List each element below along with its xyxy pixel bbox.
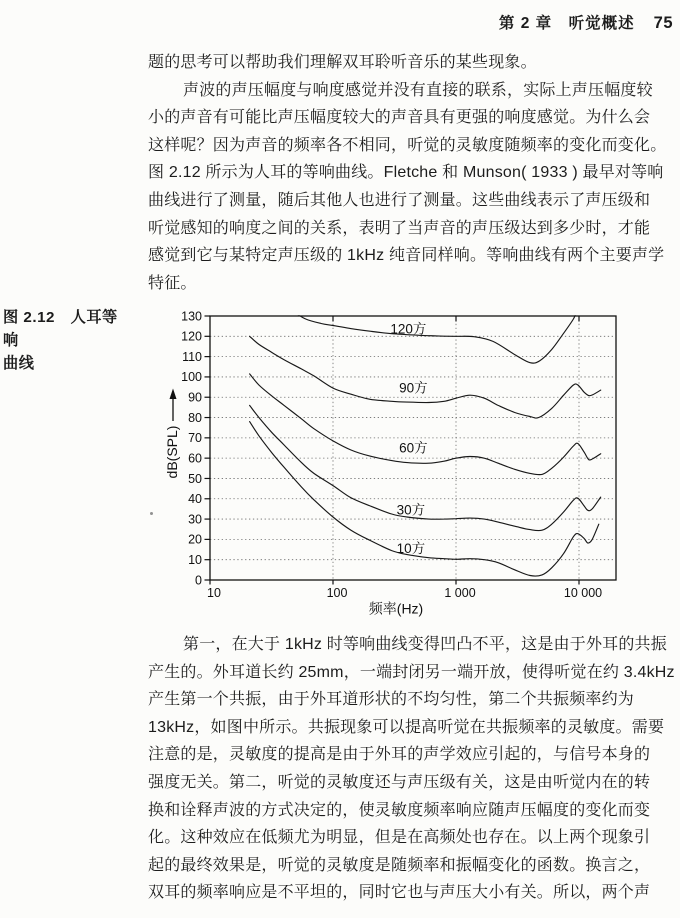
y-tick-label: 60 [188, 451, 202, 466]
figure-caption [3, 306, 133, 375]
text-line: 曲线进行了测量，随后其他人也进行了测量。这些曲线表示了声压级和 [148, 191, 651, 209]
figure-caption-line2: 曲线 [3, 355, 35, 372]
text-line: 声波的声压幅度与响度感觉并没有直接的联系，实际上声压幅度较 [183, 81, 653, 99]
x-tick-label: 1 000 [444, 586, 476, 600]
y-tick-label: 80 [188, 410, 202, 425]
text-line: 题的思考可以帮助我们理解双耳聆听音乐的某些现象。 [148, 54, 537, 71]
curve-label-120方: 120方 [390, 321, 427, 337]
text-line: 特征。 [148, 274, 197, 292]
text-line: 图 2.12 所示为人耳的等响曲线。Fletche 和 Munson( 1933 ) 最早对等响 [148, 164, 664, 182]
paragraph-block-2 [148, 631, 675, 907]
text-line: 13kHz，如图中所示。共振现象可以提高听觉在共振频率的灵敏度。需要 [148, 718, 665, 736]
y-tick-label: 70 [188, 431, 202, 446]
figure-caption-line1: 图 2.12 人耳等响 [3, 309, 118, 349]
text-line: 第一，在大于 1kHz 时等响曲线变得凹凸不平，这是由于外耳的共振 [183, 636, 667, 653]
y-tick-label: 40 [188, 492, 202, 507]
page-header [499, 11, 673, 33]
curve-120方 [294, 311, 577, 363]
y-tick-label: 110 [182, 349, 202, 364]
text-line: 感觉到它与某特定声压级的 1kHz 纯音同样响。等响曲线有两个主要声学 [148, 247, 665, 265]
y-tick-label: 100 [181, 370, 202, 385]
text-line: 化。这种效应在低频尤为明显，但是在高频处也存在。以上两个现象引 [148, 829, 651, 847]
curve-label-10方: 10方 [396, 541, 426, 557]
scan-speck [150, 512, 153, 515]
y-axis-up-arrow-icon [170, 389, 177, 422]
y-tick-label: 90 [188, 390, 202, 405]
text-line: 起的最终效果是，听觉的灵敏度是随频率和振幅变化的函数。换言之， [148, 856, 651, 874]
text-line: 产生第一个共振，由于外耳道形状的不均匀性，第二个共振频率约为 [148, 691, 635, 709]
text-line: 产生的。外耳道长约 25mm，一端封闭另一端开放，使得听觉在约 3.4kHz [148, 663, 675, 681]
curve-label-30方: 30方 [396, 502, 426, 518]
page-number: 75 [653, 14, 673, 32]
y-tick-label: 120 [181, 329, 202, 344]
curve-label-90方: 90方 [399, 380, 428, 396]
y-tick-label: 10 [188, 552, 202, 567]
y-tick-label: 0 [195, 573, 202, 588]
y-tick-label: 20 [188, 532, 202, 547]
x-tick-label: 100 [326, 586, 348, 600]
x-tick-label: 10 000 [563, 586, 603, 600]
text-line: 换和诠释声波的方式决定的，使灵敏度频率响应随声压幅度的变化而变 [148, 801, 651, 819]
figure-2-12 [160, 300, 660, 630]
y-axis-label: dB(SPL) [164, 425, 180, 479]
chart-axes [181, 309, 602, 600]
text-line: 注意的是，灵敏度的提高是由于外耳的声学效应引起的，与信号本身的 [148, 746, 651, 764]
text-line: 这样呢？因为声音的频率各不相同，听觉的灵敏度随频率的变化而变化。 [148, 136, 667, 154]
y-tick-label: 30 [188, 512, 202, 527]
paragraph-block-1 [148, 49, 668, 297]
text-line: 双耳的频率响应是不平坦的，同时它也与声压大小有关。所以，两个声 [148, 884, 651, 902]
y-tick-label: 130 [181, 309, 202, 324]
x-tick-label: 10 [207, 586, 221, 600]
curve-label-60方: 60方 [399, 440, 428, 456]
equal-loudness-chart [160, 300, 660, 630]
text-line: 听觉感知的响度之间的关系，表明了当声音的声压级达到多少时，才能 [148, 219, 651, 237]
chapter-title: 第 2 章 听觉概述 [498, 15, 635, 32]
y-tick-label: 50 [188, 471, 202, 486]
text-line: 强度无关。第二，听觉的灵敏度还与声压级有关，这是由听觉内在的转 [148, 773, 651, 791]
x-axis-label: 频率(Hz) [368, 600, 424, 617]
text-line: 小的声音有可能比声压幅度较大的声音具有更强的响度感觉。为什么会 [148, 109, 651, 127]
